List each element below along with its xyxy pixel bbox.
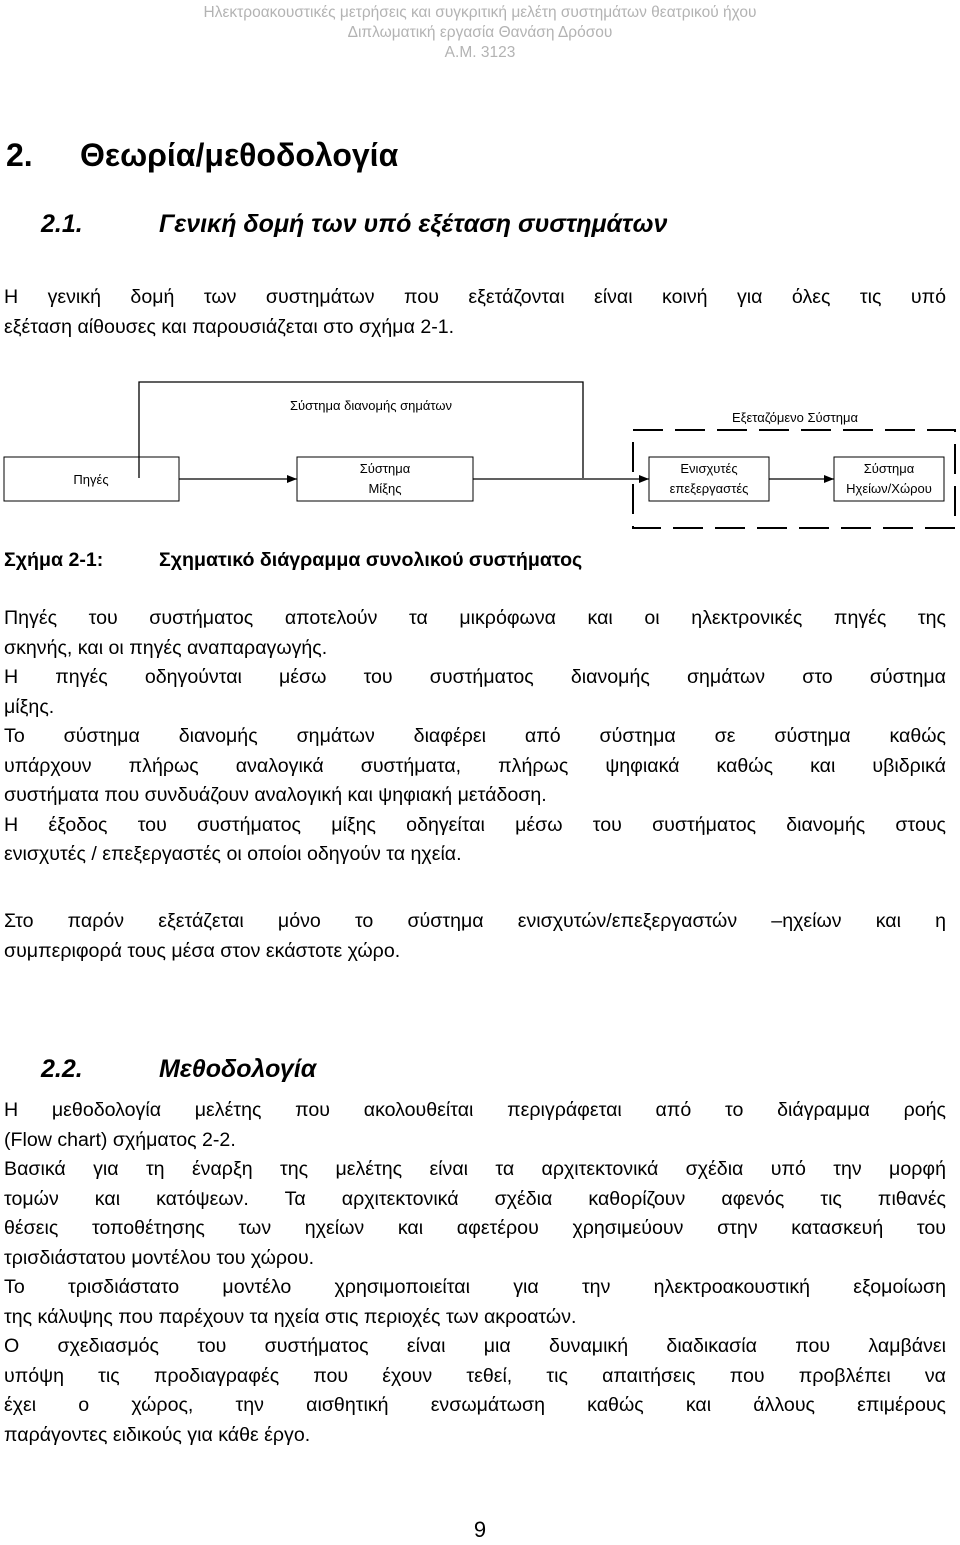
sources-label: Πηγές — [73, 472, 109, 487]
text-line: Το σύστημα διανομής σημάτων διαφέρει από σύστημα σε σύστημα καθώς — [4, 725, 946, 747]
text-line: ενισχυτές / επεξεργαστές οι οποίοι οδηγούν τα ηχεία. — [4, 843, 462, 865]
text-line: Στο παρόν εξετάζεται μόνο το σύστημα ενισχυτών/επεξεργαστών –ηχείων και η — [4, 910, 946, 932]
body-paragraph-2 — [4, 907, 946, 966]
mixing-label-line1: Σύστημα — [359, 461, 411, 476]
text-line: μίξης. — [4, 695, 55, 718]
section-heading — [6, 137, 398, 174]
body-paragraph-1 — [4, 604, 946, 870]
section-number: 2. — [6, 137, 33, 173]
text-line: Η πηγές οδηγούνται μέσω του συστήματος διανομής σημάτων στο σύστημα — [4, 666, 946, 688]
figure-caption-text: Σχηματικό διάγραμμα συνολικού συστήματος — [159, 549, 583, 571]
text-line: τρισδιάστατου μοντέλου του χώρου. — [4, 1246, 315, 1269]
intro-paragraph — [4, 283, 946, 342]
text-line: θέσεις τοποθέτησης των ηχείων και αφετέρου χρησιμεύουν στην κατασκευή του — [4, 1217, 946, 1239]
subsection-title: Γενική δομή των υπό εξέταση συστημάτων — [159, 210, 668, 238]
text-line: εξέταση αίθουσες και παρουσιάζεται στο σχήμα 2-1. — [4, 315, 455, 338]
amplifiers-label-line1: Ενισχυτές — [680, 461, 738, 476]
text-line: υπόψη τις προδιαγραφές που έχουν τεθεί, τις απαιτήσεις που προβλέπει να — [4, 1364, 946, 1387]
text-line: έχει ο χώρος, την αισθητική ενσωμάτωση καθώς και άλλους επιμέρους — [4, 1394, 946, 1416]
text-line: τομών και κατόψεων. Τα αρχιτεκτονικά σχέδια καθορίζουν αφενός τις πιθανές — [4, 1187, 946, 1210]
text-line: Η γενική δομή των συστημάτων που εξετάζονται είναι κοινή για όλες τις υπό — [4, 286, 946, 308]
text-line: Πηγές του συστήματος αποτελούν τα μικρόφωνα και οι ηλεκτρονικές πηγές της — [4, 607, 946, 629]
subsection-title: Μεθοδολογία — [159, 1055, 317, 1083]
mixing-label-line2: Μίξης — [368, 481, 402, 496]
text-line: παράγοντες ειδικούς για κάθε έργο. — [4, 1423, 311, 1446]
text-line: της κάλυψης που παρέχουν τα ηχεία στις περιοχές των ακροατών. — [4, 1305, 577, 1328]
running-header-id: Α.Μ. 3123 — [444, 44, 516, 61]
body-paragraph-3 — [4, 1096, 946, 1450]
subsection-number: 2.2. — [41, 1055, 83, 1083]
text-line: συστήματα που συνδυάζουν αναλογική και ψηφιακή μετάδοση. — [4, 784, 547, 806]
text-line: Ο σχεδιασμός του συστήματος είναι μια δυναμική διαδικασία που λαμβάνει — [4, 1335, 946, 1357]
section-title: Θεωρία/μεθοδολογία — [80, 137, 399, 173]
running-header-title: Ηλεκτροακουστικές μετρήσεις και συγκριτική μελέτη συστημάτων θεατρικού ήχου — [203, 4, 757, 21]
page-number: 9 — [473, 1517, 487, 1542]
text-line: υπάρχουν πλήρως αναλογικά συστήματα, πλήρως ψηφιακά καθώς και υβιδρικά — [4, 754, 946, 777]
examined-system-label: Εξεταζόμενο Σύστημα — [731, 410, 859, 425]
figure-caption — [4, 549, 582, 572]
system-block-diagram — [0, 375, 960, 535]
speakers-label-line2: Ηχείων/Χώρου — [846, 481, 932, 496]
text-line: (Flow chart) σχήματος 2-2. — [4, 1128, 236, 1151]
text-line: σκηνής, και οι πηγές αναπαραγωγής. — [4, 636, 328, 659]
distribution-label: Σύστημα διανομής σημάτων — [290, 398, 452, 413]
text-line: Βασικά για τη έναρξη της μελέτης είναι τα αρχιτεκτονικά σχέδια υπό την μορφή — [4, 1158, 946, 1180]
figure-caption-label: Σχήμα 2-1: — [4, 549, 104, 571]
amplifiers-label-line2: επεξεργαστές — [669, 481, 749, 496]
text-line: Η έξοδος του συστήματος μίξης οδηγείται μέσω του συστήματος διανομής στους — [4, 813, 946, 836]
subsection-heading-2-2 — [41, 1055, 316, 1084]
running-header-author: Διπλωματική εργασία Θανάση Δρόσου — [347, 24, 613, 41]
text-line: Η μεθοδολογία μελέτης που ακολουθείται περιγράφεται από το διάγραμμα ροής — [4, 1099, 946, 1121]
text-line: συμπεριφορά τους μέσα στον εκάστοτε χώρο. — [4, 939, 401, 962]
text-line: Το τρισδιάστατο μοντέλο χρησιμοποιείται για την ηλεκτροακουστική εξομοίωση — [4, 1276, 946, 1298]
speakers-label-line1: Σύστημα — [863, 461, 915, 476]
subsection-heading-2-1 — [41, 210, 667, 239]
subsection-number: 2.1. — [41, 210, 83, 238]
